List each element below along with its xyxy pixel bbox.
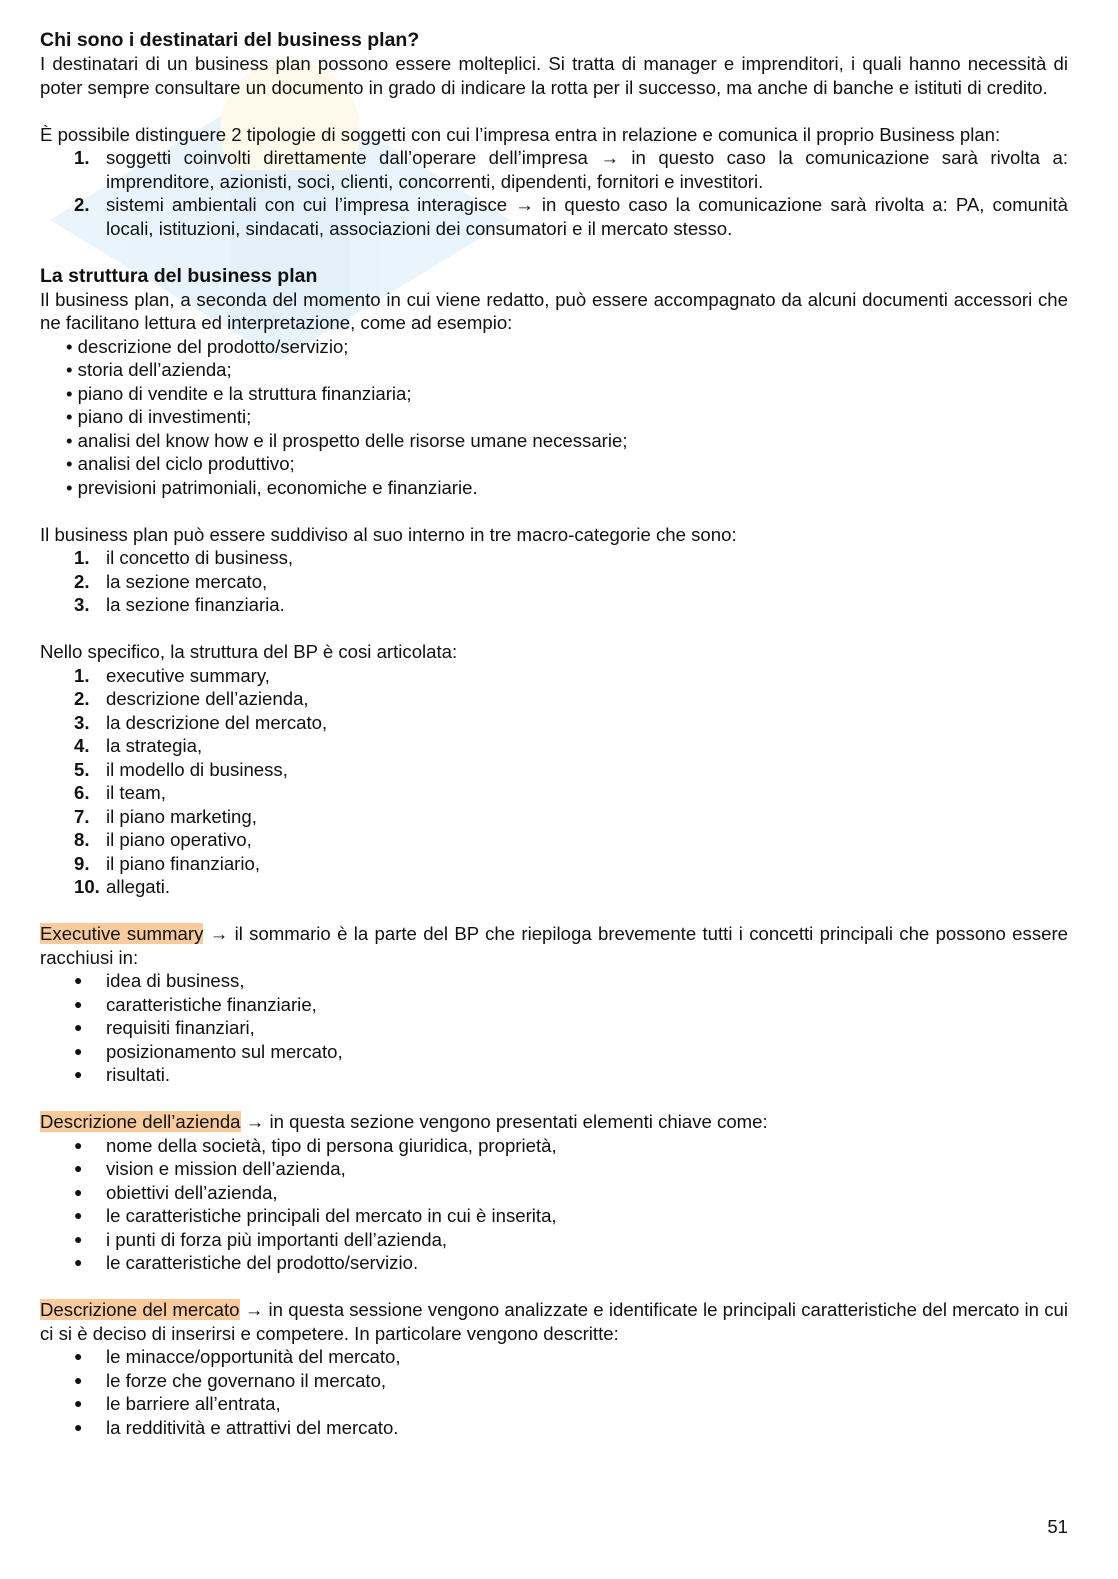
list-item: 6. il team, xyxy=(74,782,166,803)
list-item: ● nome della società, tipo di persona giuridica, proprietà, xyxy=(74,1134,557,1156)
list-item: ● le forze che governano il mercato, xyxy=(74,1369,387,1391)
numbered-list xyxy=(40,546,1068,617)
list-item: 3. la sezione finanziaria. xyxy=(74,594,285,615)
list-item: ● la redditività e attrattivi del mercato. xyxy=(74,1416,399,1438)
list-item: 4. la strategia, xyxy=(74,735,203,756)
executive-summary-paragraph: Executive summary → il sommario è la parte del BP che riepiloga brevemente tutti i concetti principali che possono essere racchiusi in: xyxy=(40,923,1068,968)
highlight-executive-summary: Executive summary xyxy=(40,923,204,944)
document-page xyxy=(40,28,1068,1439)
numbered-list xyxy=(40,664,1068,899)
list-item: ● le caratteristiche del prodotto/servizio. xyxy=(74,1252,419,1273)
list-item: 1. il concetto di business, xyxy=(74,547,294,568)
list-item: ● risultati. xyxy=(74,1064,171,1085)
list-item: 2. la sezione mercato, xyxy=(74,570,268,592)
bullet-list xyxy=(40,1134,1068,1275)
list-item: ● i punti di forza più importanti dell’azienda, xyxy=(74,1228,448,1250)
bullet-list xyxy=(40,1345,1068,1439)
list-item: 1. executive summary, xyxy=(74,664,270,686)
list-item: • analisi del know how e il prospetto delle risorse umane necessarie; xyxy=(66,429,628,451)
list-item: ● idea di business, xyxy=(74,970,245,991)
paragraph: Il business plan può essere suddiviso al suo interno in tre macro-categorie che sono: xyxy=(40,523,737,545)
section-title-recipients: Chi sono i destinatari del business plan? xyxy=(40,29,420,51)
list-item: ● le minacce/opportunità del mercato, xyxy=(74,1346,401,1367)
list-item: 9. il piano finanziario, xyxy=(74,852,261,874)
list-item: • piano di investimenti; xyxy=(66,406,252,427)
list-item: • previsioni patrimoniali, economiche e finanziarie. xyxy=(66,476,478,498)
bullet-list xyxy=(40,969,1068,1087)
list-item: 3. la descrizione del mercato, xyxy=(74,711,328,733)
highlight-company-description: Descrizione dell’azienda xyxy=(40,1111,241,1132)
list-item: • storia dell’azienda; xyxy=(66,359,232,380)
list-item: 2. descrizione dell’azienda, xyxy=(74,688,309,709)
market-description-paragraph: Descrizione del mercato → in questa sessione vengono analizzate e identificate le principali caratteristiche del mercato in cui ci si è deciso di inserirsi e competere. In particolare vengono descritte: xyxy=(40,1299,1068,1344)
list-item: ● caratteristiche finanziarie, xyxy=(74,993,317,1015)
list-item: ● le barriere all’entrata, xyxy=(74,1393,281,1414)
list-item: 1. soggetti coinvolti direttamente dall’operare dell’impresa → in questo caso la comunicazione sarà rivolta a: imprenditore, azionisti, soci, clienti, concorrenti, dipendenti, fornitori e investitori. xyxy=(74,147,1068,192)
list-item: ● le caratteristiche principali del mercato in cui è inserita, xyxy=(74,1205,557,1226)
page-number: 51 xyxy=(1047,1516,1068,1537)
paragraph: Nello specifico, la struttura del BP è cosi articolata: xyxy=(40,641,458,662)
paragraph: È possibile distinguere 2 tipologie di soggetti con cui l’impresa entra in relazione e comunica il proprio Business plan: xyxy=(40,123,1001,145)
paragraph: I destinatari di un business plan possono essere molteplici. Si tratta di manager e imprenditori, i quali hanno necessità di poter sempre consultare un documento in grado di indicare la rotta per il successo, ma anche di banche e istituti di credito. xyxy=(40,53,1068,98)
list-item: • descrizione del prodotto/servizio; xyxy=(66,335,349,357)
company-description-paragraph: Descrizione dell’azienda → in questa sezione vengono presentati elementi chiave come: xyxy=(40,1111,768,1132)
list-item: ● posizionamento sul mercato, xyxy=(74,1040,343,1062)
list-item: 7. il piano marketing, xyxy=(74,805,257,827)
list-item: • analisi del ciclo produttivo; xyxy=(66,453,295,474)
list-item: 8. il piano operativo, xyxy=(74,829,252,850)
paragraph: Il business plan, a seconda del momento in cui viene redatto, può essere accompagnato da alcuni documenti accessori che ne facilitano lettura ed interpretazione, come ad esempio: xyxy=(40,288,1068,333)
highlight-market-description: Descrizione del mercato xyxy=(40,1299,240,1320)
list-item: ● obiettivi dell’azienda, xyxy=(74,1181,278,1203)
list-item: 10. allegati. xyxy=(74,876,171,897)
list-item: ● vision e mission dell’azienda, xyxy=(74,1158,346,1179)
list-item: 5. il modello di business, xyxy=(74,758,288,780)
list-item: • piano di vendite e la struttura finanziaria; xyxy=(66,382,412,404)
list-item: 2. sistemi ambientali con cui l’impresa interagisce → in questo caso la comunicazione sarà rivolta a: PA, comunità locali, istituzioni, sindacati, associazioni dei consumatori e il mercato stesso. xyxy=(74,194,1068,239)
bullet-list xyxy=(40,335,1068,500)
numbered-list xyxy=(40,146,1068,240)
list-item: ● requisiti finanziari, xyxy=(74,1017,255,1038)
section-title-structure: La struttura del business plan xyxy=(40,264,318,287)
